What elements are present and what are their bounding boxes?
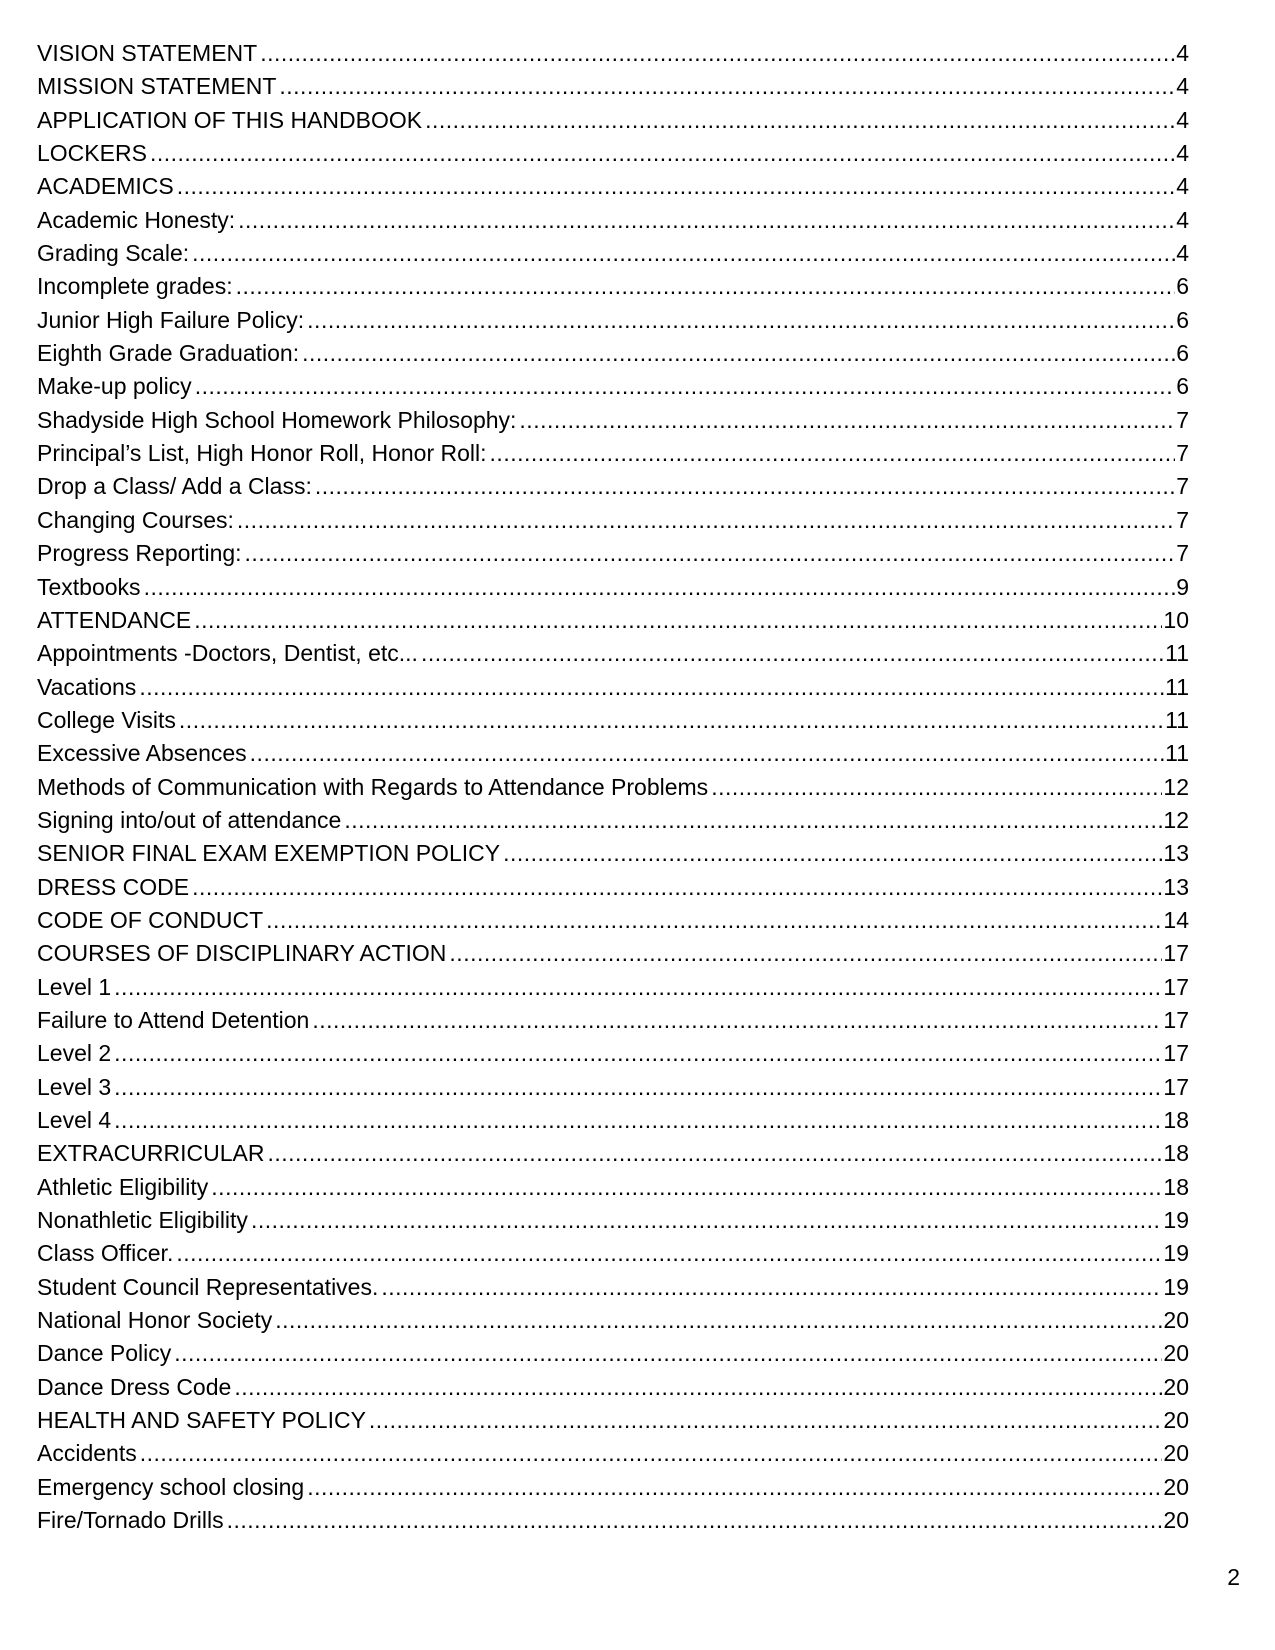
toc-entry-title: Student Council Representatives. [37, 1273, 379, 1300]
toc-entry-page: 7 [1176, 440, 1189, 467]
toc-entry[interactable] [37, 771, 1189, 804]
toc-entry-title: Nonathletic Eligibility [37, 1207, 248, 1234]
toc-entry[interactable] [37, 1204, 1189, 1237]
toc-dot-leader [519, 404, 1175, 437]
toc-entry-page: 14 [1163, 906, 1189, 933]
toc-entry-page: 6 [1176, 273, 1189, 300]
toc-dot-leader [176, 1237, 1162, 1270]
toc-entry-title: Make-up policy [37, 373, 192, 400]
toc-entry-title: Athletic Eligibility [37, 1173, 209, 1200]
toc-dot-leader [114, 1071, 1162, 1104]
toc-entry-page: 7 [1176, 540, 1189, 567]
toc-dot-leader [251, 1204, 1162, 1237]
toc-entry[interactable] [37, 337, 1189, 370]
toc-entry-page: 18 [1163, 1173, 1189, 1200]
toc-dot-leader [179, 704, 1164, 737]
toc-entry-page: 6 [1176, 373, 1189, 400]
toc-entry-page: 4 [1176, 140, 1189, 167]
toc-entry-title: Principal’s List, High Honor Roll, Honor Roll: [37, 440, 487, 467]
toc-entry-page: 6 [1176, 340, 1189, 367]
toc-entry[interactable] [37, 1404, 1189, 1437]
toc-dot-leader [490, 437, 1176, 470]
toc-entry-page: 11 [1165, 740, 1189, 767]
toc-entry-title: Excessive Absences [37, 740, 247, 767]
toc-dot-leader [211, 1171, 1162, 1204]
toc-entry[interactable] [37, 1004, 1189, 1037]
toc-dot-leader [114, 1037, 1162, 1070]
toc-entry-title: Eighth Grade Graduation: [37, 340, 300, 367]
toc-entry[interactable] [37, 204, 1189, 237]
toc-entry[interactable] [37, 1071, 1189, 1104]
toc-entry-title: ACADEMICS [37, 173, 174, 200]
toc-entry-title: HEALTH AND SAFETY POLICY [37, 1407, 366, 1434]
toc-dot-leader [144, 571, 1176, 604]
toc-entry[interactable] [37, 370, 1189, 403]
toc-entry-page: 17 [1163, 1073, 1189, 1100]
toc-entry-page: 20 [1163, 1373, 1189, 1400]
toc-entry[interactable] [37, 270, 1189, 303]
toc-entry-page: 17 [1163, 1040, 1189, 1067]
toc-entry[interactable] [37, 1437, 1189, 1470]
toc-entry-title: Drop a Class/ Add a Class: [37, 473, 312, 500]
table-of-contents [37, 37, 1189, 1537]
toc-dot-leader [245, 537, 1176, 570]
toc-entry-page: 18 [1163, 1140, 1189, 1167]
toc-entry-page: 4 [1176, 173, 1189, 200]
toc-entry-page: 12 [1163, 806, 1189, 833]
toc-entry-page: 17 [1163, 940, 1189, 967]
toc-entry[interactable] [37, 70, 1189, 103]
toc-entry-page: 19 [1163, 1240, 1189, 1267]
toc-entry[interactable] [37, 637, 1189, 670]
toc-dot-leader [194, 604, 1162, 637]
toc-entry-title: Level 3 [37, 1073, 112, 1100]
toc-entry-page: 20 [1163, 1307, 1189, 1334]
toc-entry[interactable] [37, 804, 1189, 837]
toc-dot-leader [174, 1337, 1162, 1370]
toc-entry-page: 20 [1163, 1440, 1189, 1467]
toc-entry-page: 11 [1165, 673, 1189, 700]
toc-dot-leader [195, 370, 1176, 403]
toc-entry-title: DRESS CODE [37, 873, 190, 900]
toc-entry-page: 11 [1165, 640, 1189, 667]
toc-dot-leader [369, 1404, 1162, 1437]
toc-entry-page: 4 [1176, 206, 1189, 233]
toc-dot-leader [139, 671, 1164, 704]
toc-entry-title: Level 4 [37, 1107, 112, 1133]
toc-entry-page: 11 [1165, 706, 1189, 733]
toc-dot-leader [711, 771, 1162, 804]
toc-entry-page: 4 [1176, 240, 1189, 267]
page-number: 2 [1227, 1564, 1240, 1590]
toc-entry-page: 4 [1176, 106, 1189, 133]
toc-entry-title: SENIOR FINAL EXAM EXEMPTION POLICY [37, 840, 501, 867]
toc-entry-page: 6 [1176, 306, 1189, 333]
toc-dot-leader [344, 804, 1162, 837]
toc-entry-title: LOCKERS [37, 140, 147, 167]
toc-entry-title: Appointments -Doctors, Dentist, etc... [37, 640, 418, 667]
toc-entry-title: Changing Courses: [37, 506, 234, 533]
toc-dot-leader [234, 1371, 1162, 1404]
toc-entry[interactable] [37, 437, 1189, 470]
toc-entry[interactable] [37, 1371, 1189, 1404]
toc-entry[interactable] [37, 537, 1189, 570]
toc-entry-page: 18 [1163, 1107, 1189, 1133]
toc-entry-title: CODE OF CONDUCT [37, 906, 264, 933]
toc-entry-page: 17 [1163, 1006, 1189, 1033]
toc-entry-title: Level 1 [37, 973, 112, 1000]
toc-entry[interactable] [37, 170, 1189, 203]
toc-entry-title: National Honor Society [37, 1307, 273, 1334]
toc-entry-title: COURSES OF DISCIPLINARY ACTION [37, 940, 447, 967]
toc-entry-page: 20 [1163, 1507, 1189, 1534]
toc-entry[interactable] [37, 137, 1189, 170]
toc-entry[interactable] [37, 904, 1189, 937]
toc-entry-page: 4 [1176, 73, 1189, 100]
toc-dot-leader [227, 1504, 1163, 1537]
toc-dot-leader [250, 737, 1164, 770]
toc-entry-page: 12 [1163, 773, 1189, 800]
toc-entry-title: Signing into/out of attendance [37, 806, 342, 833]
toc-entry[interactable] [37, 1104, 1189, 1137]
toc-dot-leader [114, 1104, 1162, 1137]
toc-entry-title: Dance Policy [37, 1340, 172, 1367]
toc-entry[interactable] [37, 1337, 1189, 1370]
toc-dot-leader [381, 1271, 1162, 1304]
toc-entry-page: 4 [1176, 40, 1189, 66]
toc-entry-page: 19 [1163, 1207, 1189, 1234]
toc-dot-leader [238, 204, 1175, 237]
toc-entry-title: Emergency school closing [37, 1473, 305, 1500]
toc-dot-leader [266, 904, 1162, 937]
toc-entry-page: 19 [1163, 1273, 1189, 1300]
toc-entry-page: 17 [1163, 973, 1189, 1000]
toc-entry-title: Academic Honesty: [37, 206, 236, 233]
toc-entry[interactable] [37, 737, 1189, 770]
toc-entry[interactable] [37, 1471, 1189, 1504]
toc-entry-title: Failure to Attend Detention [37, 1006, 310, 1033]
toc-dot-leader [275, 1304, 1162, 1337]
toc-dot-leader [312, 1004, 1162, 1037]
toc-entry[interactable] [37, 1137, 1189, 1170]
toc-entry-title: Fire/Tornado Drills [37, 1507, 224, 1534]
toc-entry[interactable] [37, 304, 1189, 337]
toc-dot-leader [114, 971, 1162, 1004]
toc-entry[interactable] [37, 571, 1189, 604]
toc-entry-title: Class Officer. [37, 1240, 174, 1267]
toc-dot-leader [150, 137, 1175, 170]
toc-entry-title: Junior High Failure Policy: [37, 306, 305, 333]
toc-dot-leader [425, 104, 1175, 137]
toc-entry[interactable] [37, 871, 1189, 904]
toc-entry-title: MISSION STATEMENT [37, 73, 277, 100]
toc-dot-leader [449, 937, 1162, 970]
toc-entry-title: Vacations [37, 673, 137, 700]
toc-entry-title: Grading Scale: [37, 240, 190, 267]
toc-entry-page: 7 [1176, 406, 1189, 433]
toc-dot-leader [260, 37, 1175, 70]
toc-dot-leader [192, 237, 1175, 270]
toc-entry-page: 13 [1163, 873, 1189, 900]
toc-entry-title: Shadyside High School Homework Philosophy: [37, 406, 517, 433]
toc-entry[interactable] [37, 937, 1189, 970]
toc-dot-leader [302, 337, 1175, 370]
toc-entry[interactable] [37, 1271, 1189, 1304]
toc-dot-leader [140, 1437, 1163, 1470]
toc-dot-leader [237, 504, 1175, 537]
toc-entry-title: Level 2 [37, 1040, 112, 1067]
toc-entry-title: Incomplete grades: [37, 273, 233, 300]
toc-entry-page: 7 [1176, 473, 1189, 500]
toc-entry[interactable] [37, 404, 1189, 437]
toc-entry-page: 13 [1163, 840, 1189, 867]
toc-entry-title: Dance Dress Code [37, 1373, 232, 1400]
toc-dot-leader [192, 871, 1162, 904]
toc-entry[interactable] [37, 837, 1189, 870]
toc-entry-title: Methods of Communication with Regards to Attendance Problems [37, 773, 709, 800]
toc-dot-leader [315, 470, 1175, 503]
toc-entry[interactable] [37, 971, 1189, 1004]
toc-entry-title: Accidents [37, 1440, 137, 1467]
toc-dot-leader [307, 304, 1175, 337]
toc-entry[interactable] [37, 504, 1189, 537]
toc-entry-title: APPLICATION OF THIS HANDBOOK [37, 106, 423, 133]
toc-entry[interactable] [37, 1237, 1189, 1270]
toc-dot-leader [503, 837, 1162, 870]
toc-entry-page: 20 [1163, 1340, 1189, 1367]
toc-entry[interactable] [37, 1504, 1189, 1537]
toc-entry-title: Progress Reporting: [37, 540, 242, 567]
toc-entry-page: 7 [1176, 506, 1189, 533]
toc-entry[interactable] [37, 104, 1189, 137]
toc-entry-title: Textbooks [37, 573, 141, 600]
toc-entry[interactable] [37, 237, 1189, 270]
toc-entry-title: ATTENDANCE [37, 606, 192, 633]
toc-entry[interactable] [37, 1037, 1189, 1070]
toc-entry-page: 20 [1163, 1407, 1189, 1434]
toc-dot-leader [421, 637, 1164, 670]
toc-dot-leader [307, 1471, 1162, 1504]
toc-entry[interactable] [37, 704, 1189, 737]
toc-entry-title: College Visits [37, 706, 176, 733]
toc-entry[interactable] [37, 604, 1189, 637]
toc-entry-page: 20 [1163, 1473, 1189, 1500]
toc-entry[interactable] [37, 470, 1189, 503]
toc-entry[interactable] [37, 1171, 1189, 1204]
toc-dot-leader [177, 170, 1175, 203]
toc-entry-page: 10 [1163, 606, 1189, 633]
toc-entry[interactable] [37, 671, 1189, 704]
toc-dot-leader [236, 270, 1176, 303]
toc-dot-leader [267, 1137, 1162, 1170]
toc-dot-leader [279, 70, 1175, 103]
toc-entry-page: 9 [1176, 573, 1189, 600]
toc-entry[interactable] [37, 37, 1189, 70]
toc-entry-title: EXTRACURRICULAR [37, 1140, 265, 1167]
toc-entry-title: VISION STATEMENT [37, 40, 258, 66]
toc-entry[interactable] [37, 1304, 1189, 1337]
